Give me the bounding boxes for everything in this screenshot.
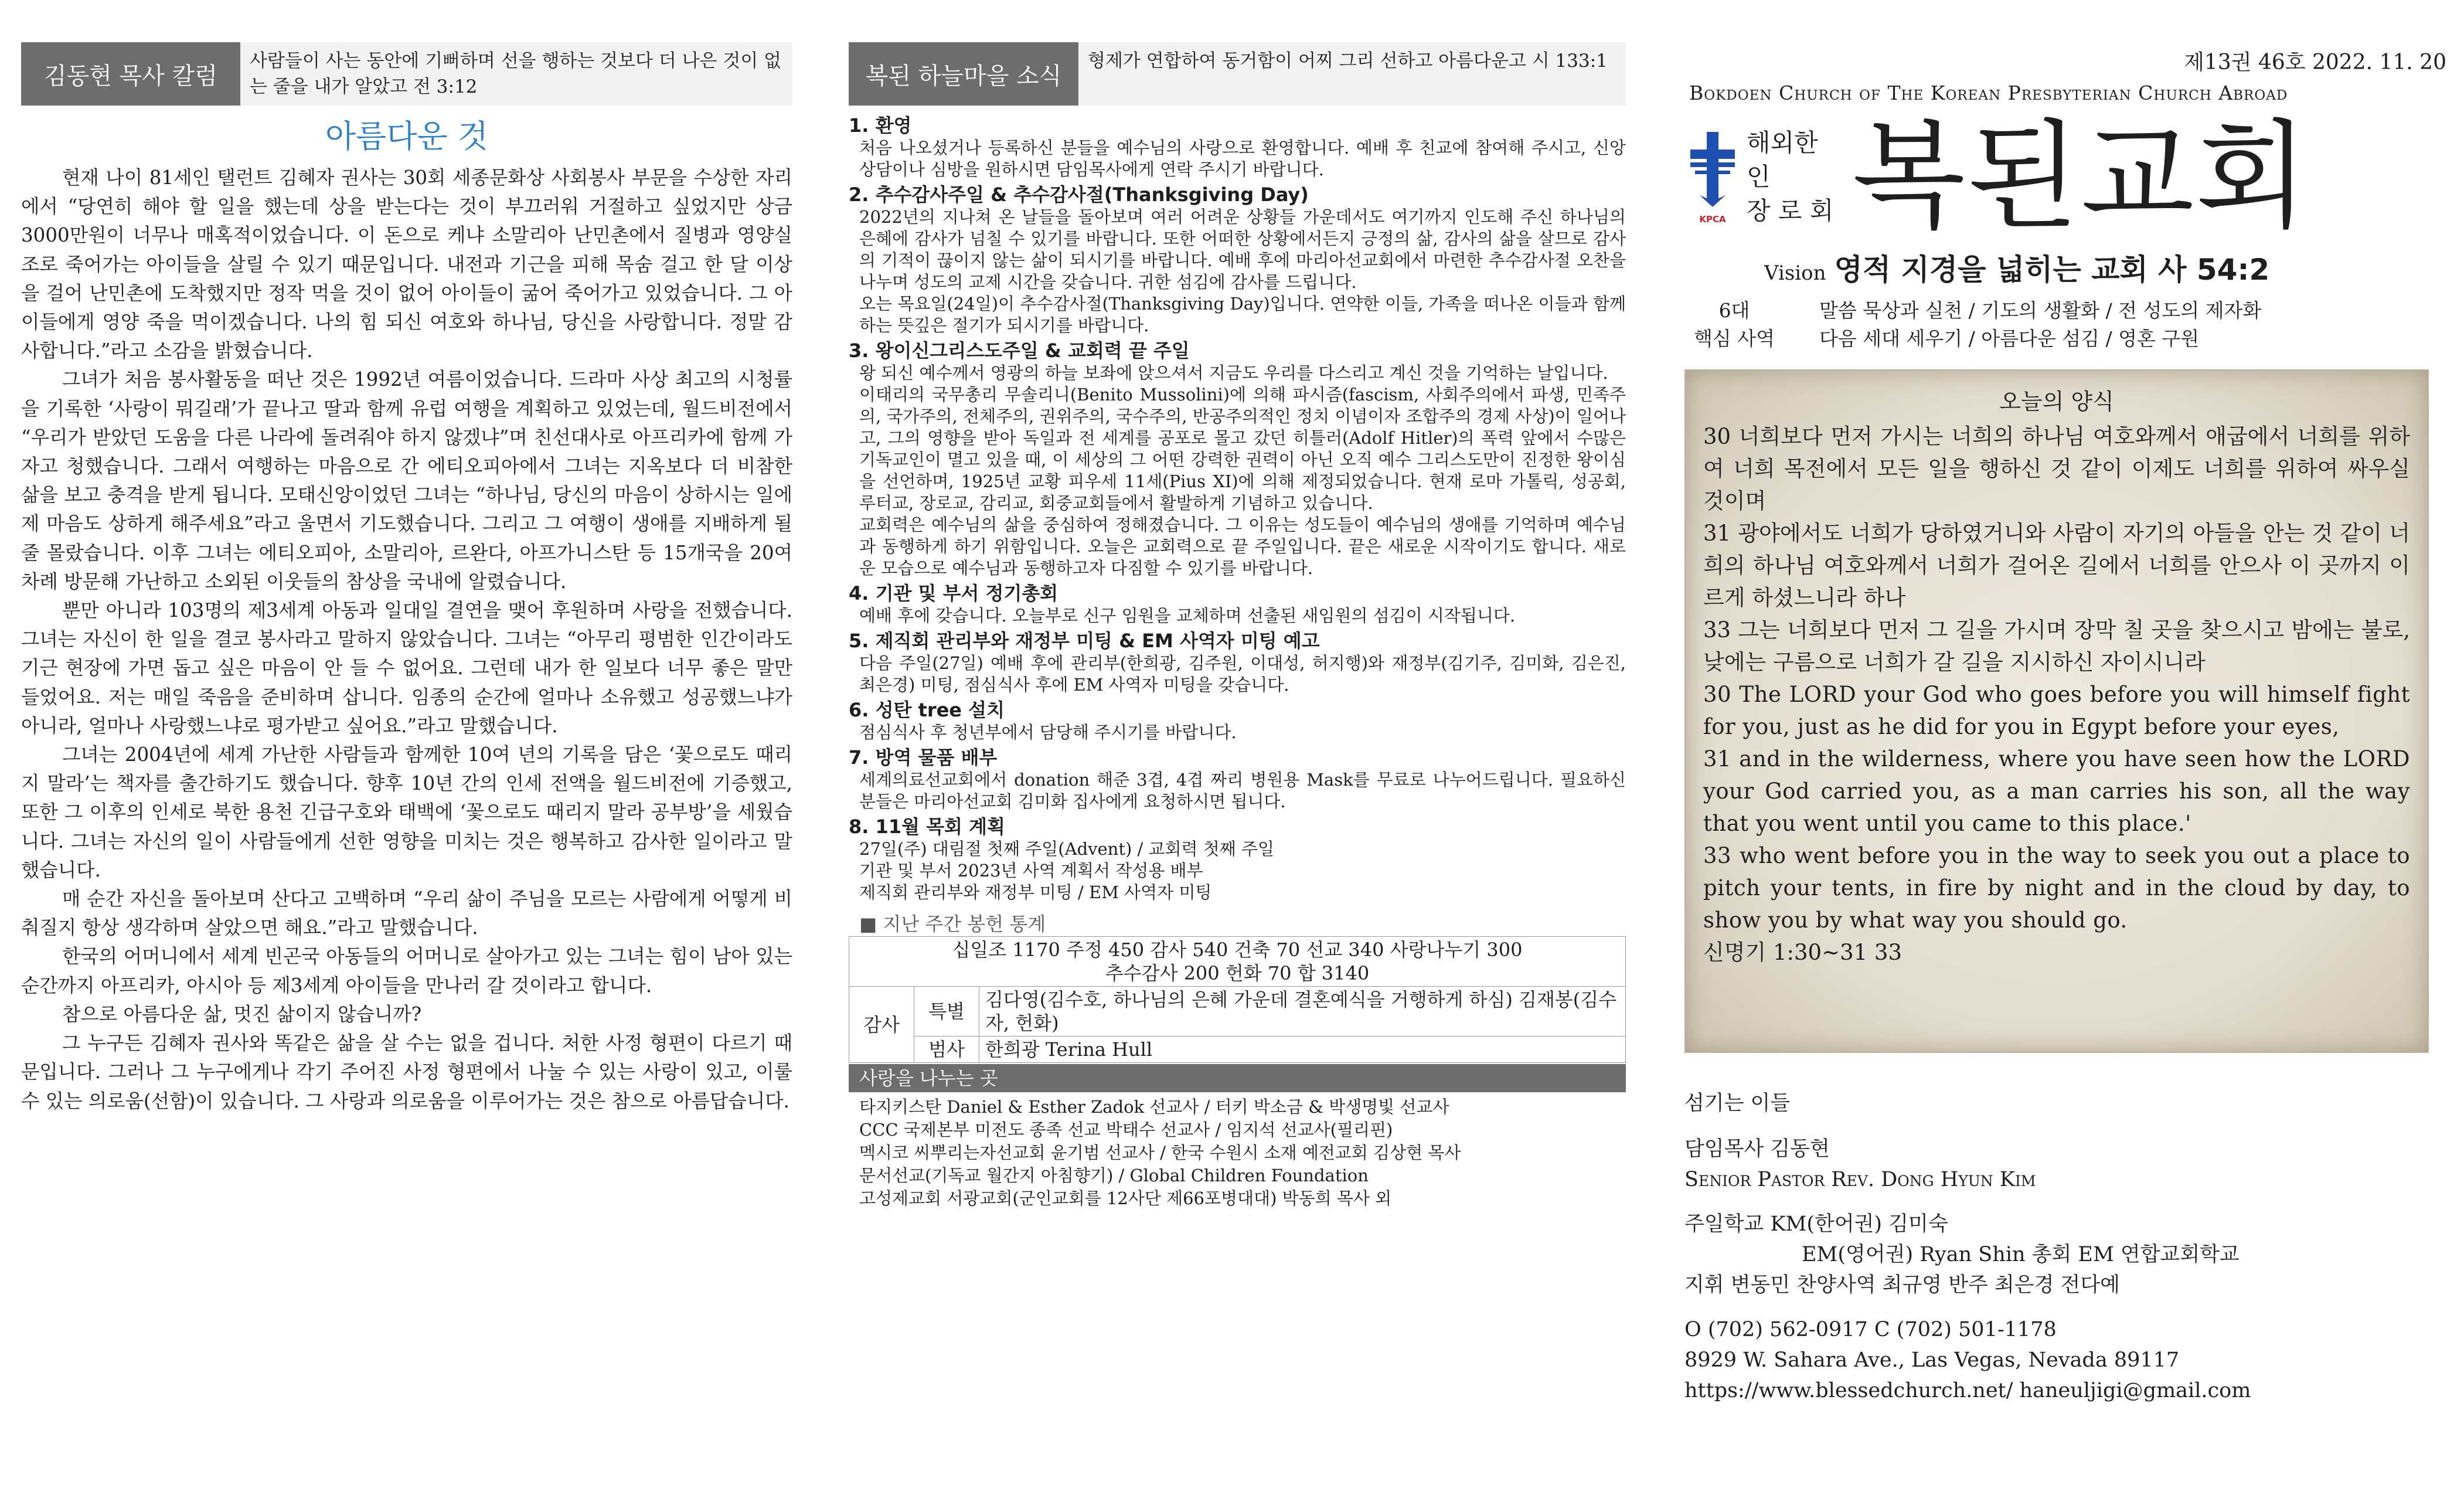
news-heading: 5. 제직회 관리부와 재정부 미팅 & EM 사역자 미팅 예고 <box>849 630 1320 652</box>
logo-caption: KPCA <box>1699 214 1726 225</box>
logo-text <box>1747 126 1835 228</box>
mission-item: CCC 국제본부 미전도 종족 선교 박태수 선교사 / 임지석 선교사(필리핀) <box>859 1120 1393 1140</box>
vision-text: 영적 지경을 넓히는 교회 사 54:2 <box>1834 253 2270 287</box>
news-body: 점심식사 후 청년부에서 담당해 주시기를 바랍니다. <box>859 722 1237 742</box>
reading-reference: 신명기 1:30~31 33 <box>1703 940 1902 965</box>
reading-korean-verse: 30 너희보다 먼저 가시는 너희의 하나님 여호와께서 애굽에서 너희를 위하여 너희 목전에서 모든 일을 행하신 것 같이 이제도 너희를 위하여 싸우실 것이며 <box>1703 424 2410 514</box>
pastor-korean: 담임목사 김동현 <box>1684 1137 1830 1161</box>
logo-text-line: 해외한인 <box>1747 128 1818 191</box>
thanks-label: 감사 <box>849 987 914 1063</box>
contact-web[interactable]: https://www.blessedchurch.net/ haneuljigi@gmail.com <box>1684 1379 2251 1402</box>
news-label: 복된 하늘마을 소식 <box>849 42 1078 106</box>
contact-address: 8929 W. Sahara Ave., Las Vegas, Nevada 89117 <box>1684 1348 2180 1372</box>
news-item <box>849 629 1626 696</box>
special-text: 김다영(김수호, 하나님의 은혜 가운데 결혼예식을 거행하게 하심) 김재봉(김수자, 헌화) <box>979 987 1626 1037</box>
news-body: 27일(주) 대림절 첫째 주일(Advent) / 교회력 첫째 주일 기관 및 부서 2023년 사역 계획서 작성용 배부 제직회 관리부와 재정부 미팅 / EM 사역자 미팅 <box>859 839 1275 902</box>
core-ministries <box>1684 297 2446 353</box>
cross-logo-icon <box>1686 130 1740 218</box>
masthead-column <box>1684 42 2446 1473</box>
column-paragraph: 참으로 아름다운 삶, 멋진 삶이지 않습니까? <box>62 1003 422 1025</box>
column-paragraph: 한국의 어머니에서 세계 빈곤국 아동들의 어머니로 살아가고 있는 그녀는 힘이 남아 있는 순간까지 아프리카, 아시아 등 제3세계 아이들을 만나러 갈 것이라고 합니다. <box>21 945 792 997</box>
column-paragraph: 현재 나이 81세인 탤런트 김혜자 권사는 30회 세종문화상 사회봉사 부문을 수상한 자리에서 “당연히 해야 할 일을 했는데 상을 받는다는 것이 부끄러워 거절하고 싶었지만 상금 3000만원이 너무나 매혹적이었습니다. 이 돈으로 케냐 소말리아 난민촌에서 질병과 영양실조로 죽어가는 아이들을 살릴 수 있기 때문입니다. 내전과 기근을 피해 목숨 걸고 한 달 이상을 걸어 난민촌에 도착했지만 정작 먹을 것이 없어 아이들이 굶어 죽어가고 있었습니다. 그 아이들에게 영양 죽을 먹이겠습니다. 나의 힘 되신 여호와 하나님, 당신을 사랑합니다. 정말 감사합니다.”라고 소감을 밝혔습니다. <box>21 167 792 362</box>
news-item <box>849 582 1626 627</box>
column-paragraph: 그녀는 2004년에 세계 가난한 사람들과 함께한 10여 년의 기록을 담은 ‘꽃으로도 때리지 말라’는 책자를 출간하기도 했습니다. 향후 10년 간의 인세 전액을 월드비전에 기증했고, 또한 그 이후의 인세로 북한 용천 긴급구호와 태백에 ‘꽃으로도 때리지 말라 공부방’을 세웠습니다. 그녀는 자신의 일이 사람들에게 선한 영향을 미치는 것은 행복하고 감사한 일이라고 말했습니다. <box>21 743 792 881</box>
reading-korean-verse: 31 광야에서도 너희가 당하였거니와 사람이 자기의 아들을 안는 것 같이 너희의 하나님 여호와께서 너희가 걸어온 길에서 너희를 안으사 이 곳까지 이르게 하셨느니라 하나 <box>1703 521 2410 610</box>
reading-english-verse: 30 The LORD your God who goes before you will himself fight for you, just as he did for you in Egypt before your eyes, <box>1703 682 2410 739</box>
pastor-english: Senior Pastor Rev. Dong Hyun Kim <box>1684 1168 2036 1191</box>
core-label-line: 핵심 사역 <box>1693 327 1775 350</box>
kpca-logo <box>1684 130 1741 225</box>
column-paragraph: 뿐만 아니라 103명의 제3세계 아동과 일대일 결연을 맺어 후원하며 사랑을 전했습니다. 그녀는 자신이 한 일을 결코 봉사라고 말하지 않았습니다. 그녀는 “아무리 평범한 인간이라도 기근 현장에 가면 돕고 싶은 마음이 안 들 수 없어요. 그런데 내가 한 일보다 너무 좋은 말만 들었어요. 저는 매일 죽음을 준비하며 삽니다. 임종의 순간에 얼마나 소유했고 성공했느냐가 아니라, 얼마나 사랑했느냐로 평가받고 싶어요.”라고 말했습니다. <box>21 599 792 737</box>
issue-info: 제13권 46호 2022. 11. 20 <box>2184 50 2446 74</box>
butterfly-text: 한희광 Terina Hull <box>979 1037 1626 1063</box>
column-paragraph: 매 순간 자신을 돌아보며 산다고 고백하며 “우리 삶이 주님을 모르는 사람에게 어떻게 비춰질지 항상 생각하며 살았으면 해요.”라고 말했습니다. <box>21 888 792 939</box>
column-body <box>21 164 792 1116</box>
news-verse: 형제가 연합하여 동거함이 어찌 그리 선하고 아름다운고 시 133:1 <box>1078 42 1626 106</box>
staff-line: 지휘 변동민 찬양사역 최규영 반주 최은경 전다예 <box>1684 1273 2120 1297</box>
staff-line: EM(영어권) Ryan Shin 총회 EM 연합교회학교 <box>1802 1243 2240 1266</box>
stats-title: ■ 지난 주간 봉헌 통계 <box>859 913 1046 935</box>
church-name: 복된교회 <box>1852 108 2310 245</box>
offering-stats-table <box>849 936 1626 1063</box>
news-heading: 8. 11월 목회 계획 <box>849 816 1005 838</box>
staff-section <box>1684 1088 2446 1406</box>
news-item <box>849 183 1626 337</box>
news-item <box>849 339 1626 579</box>
stats-line: 십일조 1170 주정 450 감사 540 건축 70 선교 340 사랑나누기 300 <box>952 939 1523 961</box>
news-heading: 4. 기관 및 부서 정기총회 <box>849 582 1059 604</box>
reading-english-verse: 33 who went before you in the way to seek you out a place to pitch your tents, in fire by night and in the cloud by day, to show you by what way you should go. <box>1703 843 2410 933</box>
core-line: 말씀 묵상과 실천 / 기도의 생활화 / 전 성도의 제자화 <box>1819 299 2262 322</box>
news-item <box>849 815 1626 903</box>
reading-title: 오늘의 양식 <box>1999 389 2114 414</box>
news-body: 세계의료선교회에서 donation 해준 3겹, 4겹 짜리 병원용 Mask를 무료로 나누어드립니다. 필요하신 분들은 마리아선교회 김미화 집사에게 요청하시면 됩니다. <box>859 770 1626 811</box>
news-list <box>849 114 1626 903</box>
column-paragraph: 그 누구든 김혜자 권사와 똑같은 삶을 살 수는 없을 겁니다. 처한 사정 형편이 다르기 때문입니다. 그러나 그 누구에게나 각기 주어진 사정 형편에서 나눌 수 있는 사랑이 있고, 이룰 수 있는 의로움(선함)이 있습니다. 그 사랑과 의로움을 이루어가는 것은 참으로 아름답습니다. <box>21 1032 792 1112</box>
news-body: 다음 주일(27일) 예배 후에 관리부(한희광, 김주원, 이대성, 허지행)와 재정부(김기주, 김미화, 김은진, 최은경) 미팅, 점심식사 후에 EM 사역자 미팅을 갖습니다. <box>859 653 1626 695</box>
stats-line: 추수감사 200 헌화 70 합 3140 <box>1105 962 1370 984</box>
core-label-line: 6대 <box>1718 299 1750 322</box>
special-label: 특별 <box>914 987 979 1037</box>
news-heading: 7. 방역 물품 배부 <box>849 746 998 769</box>
missions-list <box>849 1096 1626 1210</box>
daily-reading-card <box>1684 369 2429 1053</box>
core-list <box>1819 297 2261 353</box>
news-body: 예배 후에 갖습니다. 오늘부로 신구 임원을 교체하며 선출된 새임원의 섬김이 시작됩니다. <box>859 606 1516 626</box>
reading-korean-verse: 33 그는 너희보다 먼저 그 길을 가시며 장막 칠 곳을 찾으시고 밤에는 불로, 낮에는 구름으로 너희가 갈 길을 지시하신 자이시니라 <box>1703 617 2410 675</box>
column-header <box>21 42 792 106</box>
mission-item: 고성제교회 서광교회(군인교회를 12사단 제66포병대대) 박동희 목사 외 <box>859 1188 1392 1208</box>
news-item <box>849 114 1626 181</box>
news-body: 2022년의 지나쳐 온 날들을 돌아보며 여러 어려운 상황들 가운데서도 여기까지 인도해 주신 하나님의 은혜에 감사가 넘칠 수 있기를 바랍니다. 또한 어떠한 상황에서든지 긍정의 삶, 감사의 삶을 살므로 감사의 기적이 끊이지 않는 삶이 되시기를 바랍니다. 예배 후에 마리아선교회에서 마련한 추수감사절 오찬을 나누며 성도의 교제 시간을 갖습니다. 귀한 섬김에 감사를 드립니다. 오는 목요일(24일)이 추수감사절(Thanksgiving Day)입니다. 연약한 이들, 가족을 떠나온 이들과 함께하는 뜻깊은 절기가 되시기를 바랍니다. <box>859 207 1626 335</box>
column-title: 아름다운 것 <box>325 118 488 155</box>
news-item <box>849 746 1626 813</box>
logo-text-line: 장 로 회 <box>1747 196 1834 225</box>
mission-item: 타지키스탄 Daniel & Esther Zadok 선교사 / 터키 박소금 & 박생명빛 선교사 <box>859 1097 1449 1117</box>
stats-summary <box>849 937 1626 987</box>
pastor-column <box>21 42 792 1473</box>
mission-item: 문서선교(기독교 월간지 아침향기) / Global Children Foundation <box>859 1166 1369 1185</box>
church-english-name: Bokdoen Church of The Korean Presbyterian Church Abroad <box>1689 81 2288 104</box>
column-label: 김동현 목사 칼럼 <box>21 42 240 106</box>
core-line: 다음 세대 세우기 / 아름다운 섬김 / 영혼 구원 <box>1819 327 2200 350</box>
column-verse: 사람들이 사는 동안에 기뻐하며 선을 행하는 것보다 더 나은 것이 없는 줄을 내가 알았고 전 3:12 <box>240 42 792 106</box>
staff-line: 주일학교 KM(한어권) 김미숙 <box>1684 1212 1948 1236</box>
vision <box>1684 246 2446 288</box>
news-heading: 3. 왕이신그리스도주일 & 교회력 끝 주일 <box>849 339 1190 362</box>
news-body: 처음 나오셨거나 등록하신 분들을 예수님의 사랑으로 환영합니다. 예배 후 친교에 참여해 주시고, 신앙 상담이나 심방을 원하시면 담임목사에게 연락 주시기 바랍니다. <box>859 138 1626 179</box>
staff-title: 섬기는 이들 <box>1684 1092 1791 1115</box>
news-body: 왕 되신 예수께서 영광의 하늘 보좌에 앉으셔서 지금도 우리를 다스리고 계신 것을 기억하는 날입니다. 이태리의 국무총리 무솔리니(Benito Mussolini)에 의해 파시즘(fascism, 사회주의에서 파생, 민족주의, 국가주의, 전체주의, 권위주의, 국수주의, 반공주의적인 정치 이념이자 조합주의 경제 사상)이 일어나고, 그의 영향을 받아 독일과 전 세계를 공포로 몰고 갔던 히틀러(Adolf Hitler)의 폭력 앞에서 수많은 기독교인이 멸고 있을 때, 이 세상의 그 어떤 강력한 권력이 아닌 오직 예수 그리스도만이 진정한 왕이심을 선언하며, 1925년 교황 피우세 11세(Pius XI)에 의해 제정되었습니다. 현재 로마 가톨릭, 성공회, 루터교, 장로교, 감리교, 회중교회들에서 활발하게 기념하고 있습니다. 교회력은 예수님의 삶을 중심하여 정해졌습니다. 그 이유는 성도들이 예수님의 생애를 기억하며 예수님과 동행하게 하기 위함입니다. 오늘은 교회력으로 끝 주일입니다. 끝은 새로운 시작이기도 합니다. 새로운 모습으로 예수님과 동행하고자 다짐할 수 있기를 바랍니다. <box>859 363 1626 578</box>
butterfly-label: 범사 <box>914 1037 979 1063</box>
column-paragraph: 그녀가 처음 봉사활동을 떠난 것은 1992년 여름이었습니다. 드라마 사상 최고의 시청률을 기록한 ‘사랑이 뭐길래’가 끝나고 딸과 함께 유럽 여행을 계획하고 있었는데, 월드비전에서 “우리가 받았던 도움을 다른 나라에 돌려줘야 하지 않겠냐”며 친선대사로 아프리카에 함께 가자고 청했습니다. 그래서 여행하는 마음으로 간 에티오피아에서 그녀는 지옥보다 더 비참한 삶을 보고 충격을 받게 됩니다. 모태신앙이었던 그녀는 “하나님, 당신의 마음이 상하시는 일에 제 마음도 상하게 해주세요”라고 울면서 기도했습니다. 그리고 그 여행이 생애를 지배하게 될 줄 몰랐습니다. 이후 그녀는 에티오피아, 소말리아, 르완다, 아프가니스탄 등 15개국을 20여 차례 방문해 가난하고 소외된 이웃들의 참상을 국내에 알렸습니다. <box>21 368 792 593</box>
core-label <box>1684 297 1784 353</box>
missions-title: 사랑을 나누는 곳 <box>849 1064 1626 1092</box>
news-heading: 2. 추수감사주일 & 추수감사절(Thanksgiving Day) <box>849 184 1309 206</box>
masthead <box>1684 108 2446 245</box>
reading-english-verse: 31 and in the wilderness, where you have seen how the LORD your God carried you, as a man carries his son, all the way that you went until you came to this place.' <box>1703 746 2410 836</box>
news-header <box>849 42 1626 106</box>
mission-item: 멕시코 씨뿌리는자선교회 윤기범 선교사 / 한국 수원시 소재 예전교회 김상현 목사 <box>859 1143 1461 1163</box>
news-heading: 1. 환영 <box>849 114 912 137</box>
news-heading: 6. 성탄 tree 설치 <box>849 699 1005 721</box>
news-column <box>849 42 1626 1473</box>
vision-label: Vision <box>1764 261 1826 285</box>
contact-phone: O (702) 562-0917 C (702) 501-1178 <box>1684 1318 2057 1341</box>
news-item <box>849 698 1626 743</box>
